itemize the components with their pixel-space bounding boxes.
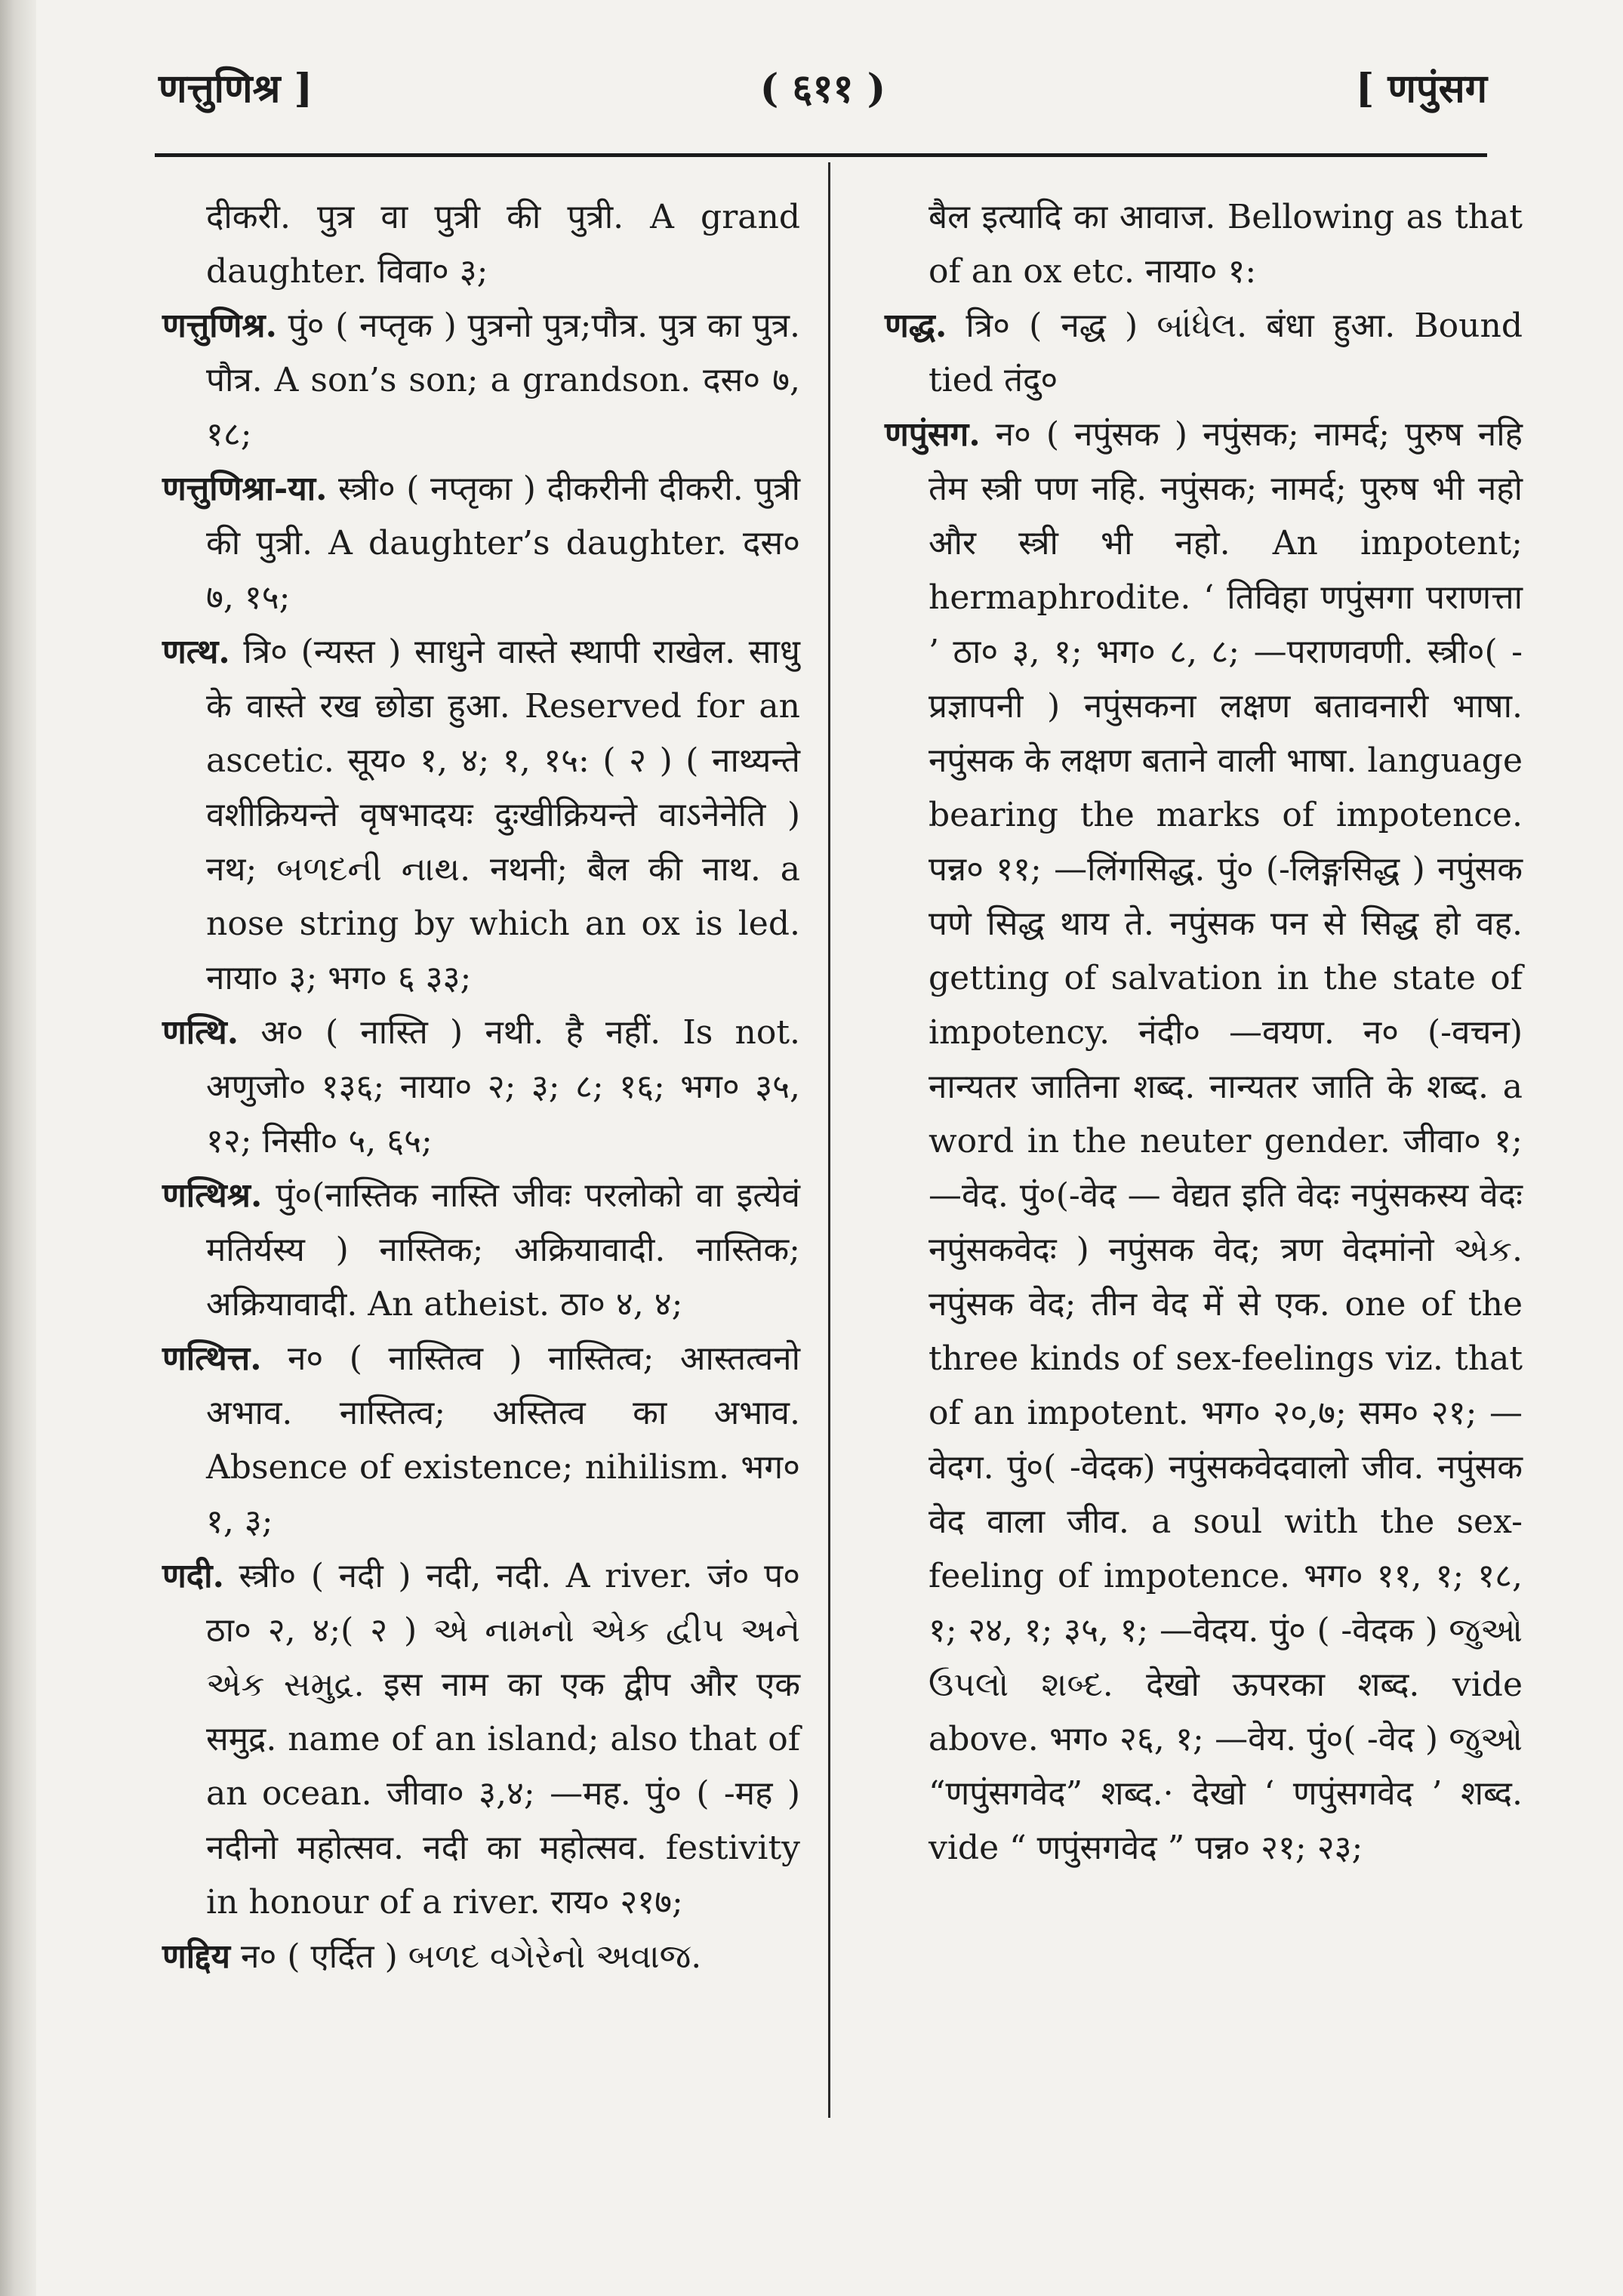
header-rule xyxy=(155,153,1487,157)
entry-definition: स्त्री० ( नप्तृका ) दीकरीनी दीकरी. पुत्री की पुत्री. A daughter’s daughter. दस० ७, १५; xyxy=(206,470,800,617)
dictionary-entry xyxy=(162,1930,800,1984)
dictionary-entry xyxy=(162,1169,800,1332)
left-column xyxy=(162,190,800,1984)
running-header xyxy=(159,53,1487,136)
header-right-guide-word: [ णपुंसग xyxy=(1355,66,1487,112)
entry-headword: णदी. xyxy=(162,1557,224,1595)
entry-headword: णत्थि. xyxy=(162,1013,239,1052)
entry-headword: णत्थ. xyxy=(162,633,230,671)
entry-definition: स्त्री० ( नदी ) नदी, नदी. A river. जं० प० ठा० २, ४;( २ ) એ નામનો એક દ્વીપ અને એક સમુદ્ર. इस नाम का एक द्वीप और एक समुद्र. name of an island; also that of an ocean. जीवा० ३,४; —मह. पुं० ( -मह ) नदीनो महोत्सव. नदी का महोत्सव. festivity in honour of a river. राय० २१७; xyxy=(206,1557,800,1922)
entry-headword: णत्थित्त. xyxy=(162,1339,262,1378)
entry-definition: पुं०(नास्तिक नास्ति जीवः परलोको वा इत्येवं मतिर्यस्य ) नास्तिक; अक्रियावादी. नास्तिक; अक्रियावादी. An atheist. ठा० ४, ४; xyxy=(206,1176,800,1324)
right-column xyxy=(885,190,1523,1875)
entry-definition: पुं० ( नप्तृक ) पुत्रनो पुत्र;पौत्र. पुत्र का पुत्र. पौत्र. A son’s son; a grandson. दस० ७, १८; xyxy=(206,307,800,454)
dictionary-entry xyxy=(162,1332,800,1549)
entry-headword: णत्तुणिश्रा-या. xyxy=(162,470,328,508)
entry-headword: णपुंसग. xyxy=(885,415,981,454)
entry-headword: णद्ध. xyxy=(885,307,947,345)
binding-edge xyxy=(0,0,36,2296)
column-divider xyxy=(828,162,830,2118)
dictionary-entry xyxy=(162,299,800,462)
dictionary-entry xyxy=(162,1006,800,1169)
entry-definition: न० ( नास्तित्व ) नास्तित्व; आस्तत्वनो अभाव. नास्तित्व; अस्तित्व का अभाव. Absence of existence; nihilism. भग० १, ३; xyxy=(206,1339,800,1541)
entry-definition: न० ( नपुंसक ) नपुंसक; नामर्द; पुरुष नहि तेम स्त्री पण नहि. नपुंसक; नामर्द; पुरुष भी नहो और स्त्री भी नहो. An impotent; hermaphrodite. ‘ तिविहा णपुंसगा पराणत्ता ’ ठा० ३, १; भग० ८, ८; —पराणवणी. स्त्री०( -प्रज्ञापनी ) नपुंसकना लक्षण बतावनारी भाषा. नपुंसक के लक्षण बताने वाली भाषा. language bearing the marks of impotence. पन्न० ११; —लिंगसिद्ध. पुं० (-लिङ्गसिद्ध ) नपुंसक पणे सिद्ध थाय ते. नपुंसक पन से सिद्ध हो वह. getting of salvation in the state of impotency. नंदी० —वयण. न० (-वचन) नान्यतर जातिना शब्द. नान्यतर जाति के शब्द. a word in the neuter gender. जीवा० १;—वेद. पुं०(-वेद — वेद्यत इति वेदः नपुंसकस्य वेदः नपुंसकवेदः ) नपुंसक वेद; त्रण वेदमांनो એક. नपुंसक वेद; तीन वेद में से एक. one of the three kinds of sex-feelings viz. that of an impotent. भग० २०,७; सम० २१; —वेदग. पुं०( -वेदक) नपुंसकवेदवालो जीव. नपुंसक वेद वाला जीव. a soul with the sex-feeling of impotence. भग० ११, १; १८, १; २४, १; ३५, १; —वेदय. पुं० ( -वेदक ) જુઓ ઉપલો શબ્દ. देखो ऊपरका शब्द. vide above. भग० २६, १; —वेय. पुं०( -वेद ) જુઓ “णपुंसगवेद” शब्द.· देखो ‘ णपुंसगवेद ’ शब्द. vide “ णपुंसगवेद ” पन्न० २१; २३; xyxy=(929,415,1523,1867)
entry-headword: णत्तुणिश्र. xyxy=(162,307,277,345)
entry-definition: अ० ( नास्ति ) नथी. है नहीं. Is not. अणुजो० १३६; नाया० २; ३; ८; १६; भग० ३५, १२; निसी० ५, ६५; xyxy=(206,1013,800,1160)
dictionary-entry: दीकरी. पुत्र वा पुत्री की पुत्री. A grand daughter. विवा० ३; xyxy=(206,198,800,291)
dictionary-entry: बैल इत्यादि का आवाज. Bellowing as that of an ox etc. नाया० १: xyxy=(929,198,1523,291)
page-number: ( ६११ ) xyxy=(759,66,886,112)
dictionary-entry xyxy=(162,625,800,1006)
dictionary-entry xyxy=(885,408,1523,1875)
dictionary-entry xyxy=(885,299,1523,408)
entry-definition: त्रि० (न्यस्त ) साधुने वास्ते स्थापी राखेल. साधु के वास्ते रख छोडा हुआ. Reserved for an ascetic. सूय० १, ४; १, १५: ( २ ) ( नाथ्यन्ते वशीक्रियन्ते वृषभादयः दुःखीक्रियन्ते वाऽनेनेति ) नथ; બળદની નાથ. नथनी; बैल की नाथ. a nose string by which an ox is led. नाया० ३; भग० ६ ३३; xyxy=(206,633,800,997)
entry-headword: णद्दिय xyxy=(162,1937,231,1976)
dictionary-entry xyxy=(162,1549,800,1930)
entry-definition: त्रि० ( नद्ध ) બાંધેલ. बंधा हुआ. Bound tied तंदु० xyxy=(929,307,1523,399)
entry-definition: न० ( एर्दित ) બળદ વગેરેનો અવાજ. xyxy=(241,1937,702,1976)
dictionary-entry xyxy=(162,462,800,625)
entry-headword: णत्थिश्र. xyxy=(162,1176,263,1215)
header-left-guide-word: णत्तुणिश्र ] xyxy=(159,66,313,112)
